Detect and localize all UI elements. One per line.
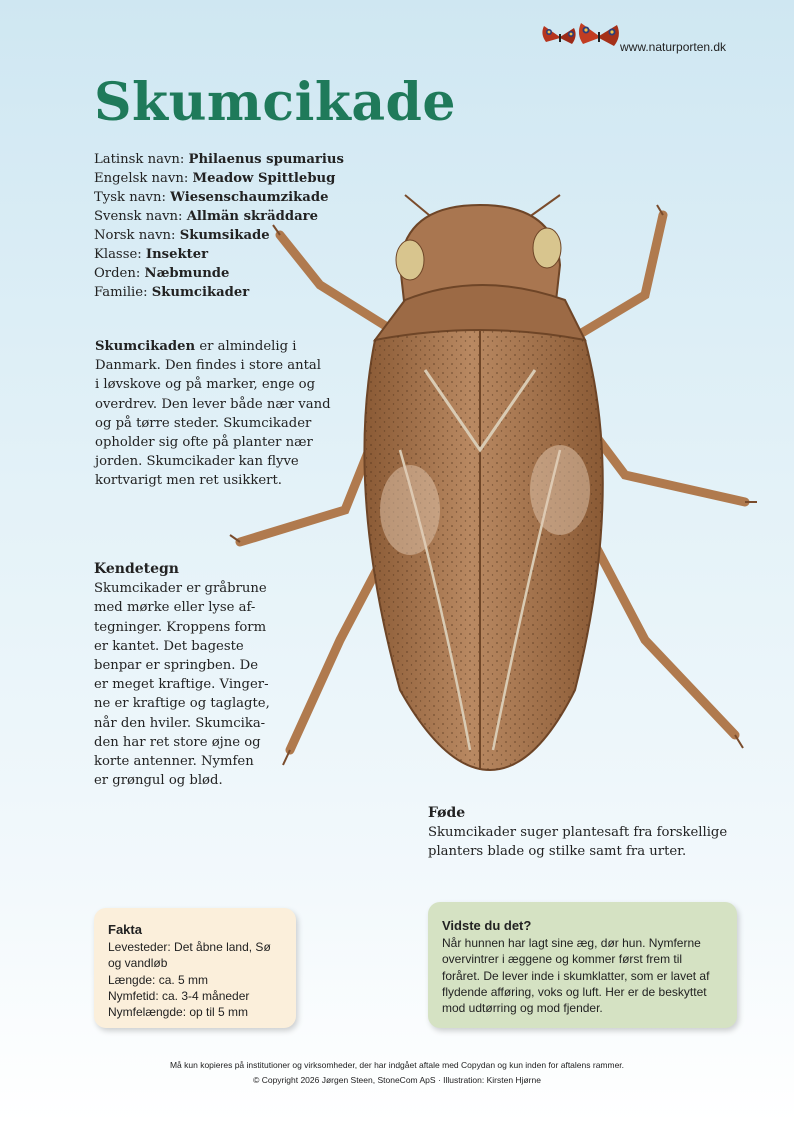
fakta-heading: Fakta <box>108 922 142 937</box>
name-row: Norsk navn: Skumsikade <box>94 228 270 243</box>
name-row: Klasse: Insekter <box>94 247 209 262</box>
name-row: Svensk navn: Allmän skräddare <box>94 209 318 224</box>
kendetegn-section: Kendetegn Skumcikader er gråbrune med mørke eller lyse af- tegninger. Kroppens form er kantet. Det bageste benpar er springben. De er meget kraftige. Vinger- ne er kraftige og taglagte, når den hviler. Skumcika- den har ret store øjne og korte antenner. Nymfen er grøngul og blød. <box>94 560 274 790</box>
vidste-du-det-box: Vidste du det? Når hunnen har lagt sine æg, dør hun. Nymferne overvintrer i æggene og kommer først frem til foråret. De lever inde i skumklatter, som er lavet af flydende afføring, voks og luft. Her er de beskyttet mod udtørring og mod fjender. <box>428 902 737 1028</box>
name-row: Familie: Skumcikader <box>94 285 250 300</box>
vidste-heading: Vidste du det? <box>442 918 532 933</box>
name-row: Orden: Næbmunde <box>94 266 230 281</box>
site-url[interactable]: www.naturporten.dk <box>620 40 727 54</box>
fakta-box: Fakta Levesteder: Det åbne land, Sø og vandløb Længde: ca. 5 mm Nymfetid: ca. 3-4 måneder Nymfelængde: op til 5 mm <box>94 908 296 1028</box>
kendetegn-heading: Kendetegn <box>94 561 179 577</box>
footer-copy-notice: Må kun kopieres på institutioner og virksomheder, der har indgået aftale med Copydan og kun inden for aftalens rammer. <box>169 1060 625 1070</box>
fode-section: Føde Skumcikader suger plantesaft fra forskellige planters blade og stilke samt fra urter. <box>428 804 758 862</box>
name-row: Latinsk navn: Philaenus spumarius <box>94 152 344 167</box>
fode-heading: Føde <box>428 805 466 821</box>
intro-paragraph: Skumcikaden er almindelig i Danmark. Den findes i store antal i løvskove og på marker, enge og overdrev. Den lever både nær vand og på tørre steder. Skumcikader opholder sig ofte på planter nær jorden. Skumcikader kan flyve kortvarigt men ret usikkert. <box>95 339 331 489</box>
site-header <box>540 20 770 60</box>
butterfly-icon <box>576 20 622 52</box>
butterfly-icon <box>540 22 580 52</box>
name-row: Engelsk navn: Meadow Spittlebug <box>94 171 336 186</box>
footer-copyright: © Copyright 2026 Jørgen Steen, StoneCom ApS · Illustration: Kirsten Hjørne <box>253 1075 541 1085</box>
name-row: Tysk navn: Wiesenschaumzikade <box>94 190 329 205</box>
page-title: Skumcikade <box>94 72 456 133</box>
